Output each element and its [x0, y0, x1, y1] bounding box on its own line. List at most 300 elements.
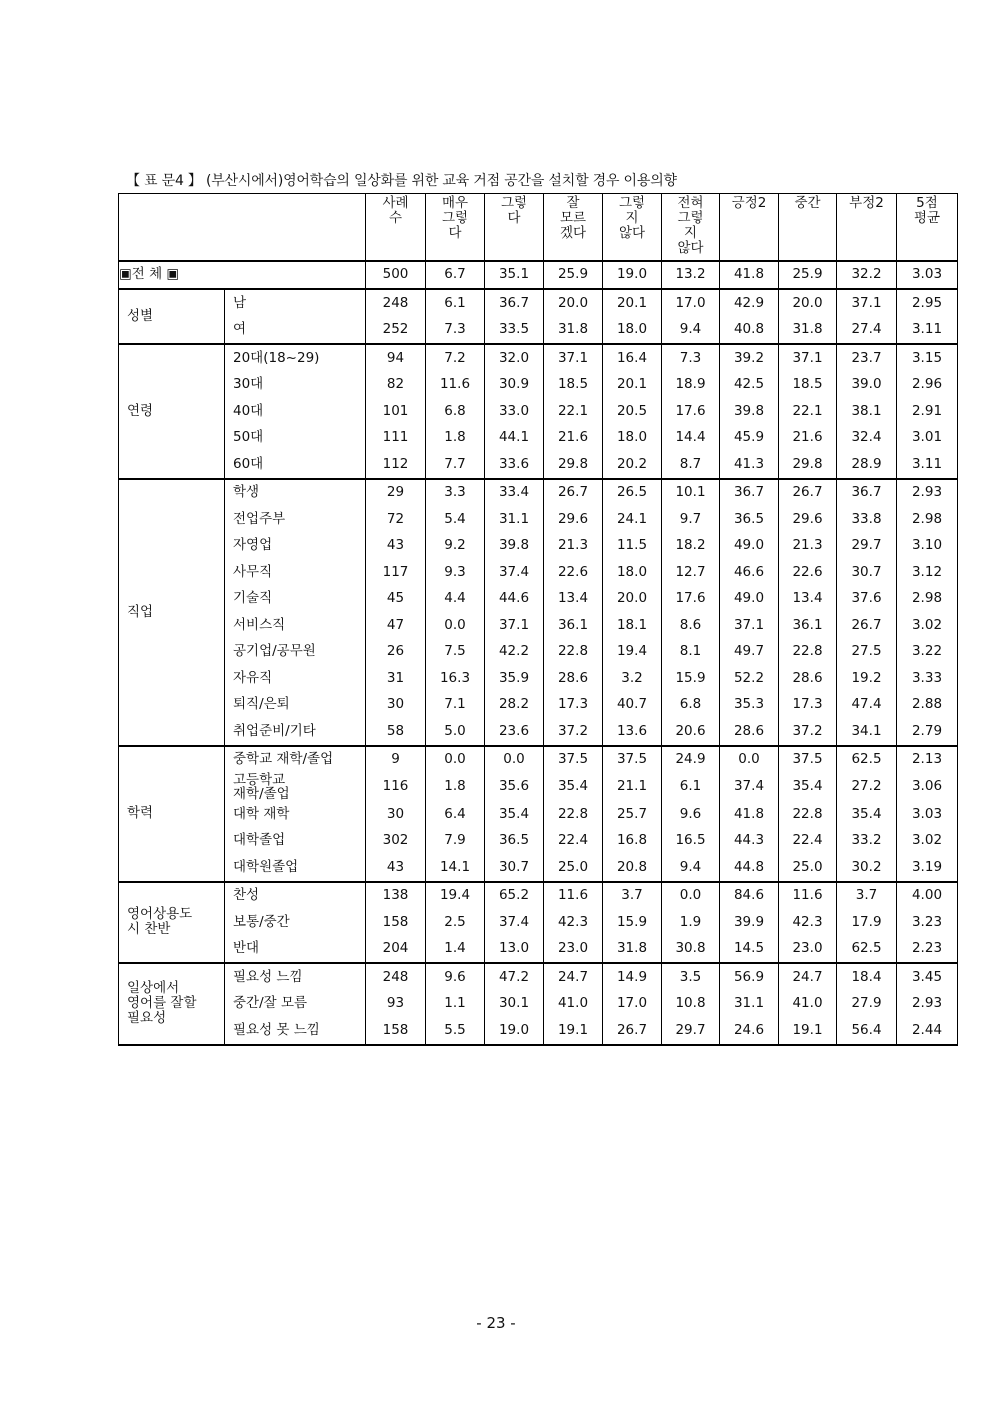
column-header: [485, 194, 544, 262]
value-cell: 43: [366, 854, 426, 882]
value-cell: 18.0: [603, 425, 662, 452]
table-row: [119, 854, 958, 882]
value-cell: 47: [366, 612, 426, 639]
value-cell: 302: [366, 828, 426, 855]
value-cell: 6.7: [426, 261, 485, 289]
value-cell: 29.7: [837, 533, 897, 560]
value-cell: 116: [366, 773, 426, 801]
value-cell: 45.9: [720, 425, 779, 452]
table-row: [119, 289, 958, 317]
value-cell: 3.22: [897, 639, 958, 666]
column-header: [837, 194, 897, 262]
value-cell: 7.5: [426, 639, 485, 666]
value-cell: 18.1: [603, 612, 662, 639]
value-cell: 37.1: [779, 344, 837, 372]
column-header: [366, 194, 426, 262]
value-cell: 138: [366, 882, 426, 910]
value-cell: 37.4: [485, 909, 544, 936]
value-cell: 34.1: [837, 718, 897, 746]
value-cell: 2.5: [426, 909, 485, 936]
value-cell: 36.7: [720, 479, 779, 507]
row-label: 찬성: [225, 882, 366, 910]
table-row: [119, 991, 958, 1018]
value-cell: 35.4: [485, 801, 544, 828]
value-cell: 49.7: [720, 639, 779, 666]
group-label: 직업: [119, 479, 225, 746]
value-cell: 19.2: [837, 665, 897, 692]
column-header-line: 않다: [677, 240, 704, 256]
value-cell: 13.4: [544, 586, 603, 613]
value-cell: 9.2: [426, 533, 485, 560]
row-label: 보통/중간: [225, 909, 366, 936]
value-cell: 44.8: [720, 854, 779, 882]
value-cell: 44.6: [485, 586, 544, 613]
value-cell: 3.06: [897, 773, 958, 801]
value-cell: 25.9: [779, 261, 837, 289]
value-cell: 25.0: [544, 854, 603, 882]
value-cell: 30.7: [837, 559, 897, 586]
value-cell: 31.1: [720, 991, 779, 1018]
value-cell: 23.7: [837, 344, 897, 372]
value-cell: 40.7: [603, 692, 662, 719]
value-cell: 112: [366, 451, 426, 479]
group-label: 영어상용도 시 찬반: [119, 882, 225, 964]
value-cell: 44.1: [485, 425, 544, 452]
value-cell: 3.7: [837, 882, 897, 910]
value-cell: 31.8: [779, 317, 837, 345]
value-cell: 13.4: [779, 586, 837, 613]
value-cell: 5.0: [426, 718, 485, 746]
value-cell: 7.1: [426, 692, 485, 719]
value-cell: 22.6: [779, 559, 837, 586]
table-row: [119, 398, 958, 425]
value-cell: 29.6: [544, 506, 603, 533]
value-cell: 29.8: [544, 451, 603, 479]
value-cell: 248: [366, 963, 426, 991]
row-label: 40대: [225, 398, 366, 425]
value-cell: 9.6: [662, 801, 720, 828]
value-cell: 14.9: [603, 963, 662, 991]
column-header-line: 그렇: [677, 210, 704, 226]
table-row: [119, 506, 958, 533]
value-cell: 33.8: [837, 506, 897, 533]
value-cell: 31: [366, 665, 426, 692]
value-cell: 42.9: [720, 289, 779, 317]
column-header-line: 매우: [441, 195, 469, 211]
value-cell: 9.4: [662, 317, 720, 345]
value-cell: 13.6: [603, 718, 662, 746]
value-cell: 3.7: [603, 882, 662, 910]
row-label: 학생: [225, 479, 366, 507]
value-cell: 19.1: [779, 1017, 837, 1045]
value-cell: 6.8: [426, 398, 485, 425]
value-cell: 37.5: [779, 746, 837, 774]
value-cell: 25.9: [544, 261, 603, 289]
value-cell: 204: [366, 936, 426, 964]
value-cell: 1.4: [426, 936, 485, 964]
table-row: [119, 612, 958, 639]
group-label: 성별: [119, 289, 225, 344]
value-cell: 40.8: [720, 317, 779, 345]
value-cell: 18.9: [662, 372, 720, 399]
table-row: [119, 909, 958, 936]
value-cell: 30: [366, 692, 426, 719]
table-row: [119, 773, 958, 801]
value-cell: 35.3: [720, 692, 779, 719]
value-cell: 3.3: [426, 479, 485, 507]
value-cell: 24.7: [779, 963, 837, 991]
value-cell: 28.6: [720, 718, 779, 746]
value-cell: 252: [366, 317, 426, 345]
value-cell: 21.1: [603, 773, 662, 801]
table-row: [119, 746, 958, 774]
value-cell: 3.23: [897, 909, 958, 936]
column-header-line: 겠다: [559, 225, 587, 241]
value-cell: 18.4: [837, 963, 897, 991]
table-row: [119, 718, 958, 746]
table-row: [119, 665, 958, 692]
value-cell: 35.1: [485, 261, 544, 289]
row-label: 여: [225, 317, 366, 345]
value-cell: 14.1: [426, 854, 485, 882]
column-header-line: 부정2: [849, 195, 884, 211]
value-cell: 41.8: [720, 261, 779, 289]
value-cell: 14.5: [720, 936, 779, 964]
value-cell: 56.9: [720, 963, 779, 991]
value-cell: 26: [366, 639, 426, 666]
value-cell: 26.5: [603, 479, 662, 507]
value-cell: 22.1: [779, 398, 837, 425]
header-blank-cell: [119, 194, 366, 262]
column-header: [720, 194, 779, 262]
value-cell: 26.7: [603, 1017, 662, 1045]
value-cell: 35.9: [485, 665, 544, 692]
value-cell: 26.7: [779, 479, 837, 507]
value-cell: 32.2: [837, 261, 897, 289]
value-cell: 5.4: [426, 506, 485, 533]
page-number: - 23 -: [476, 1314, 516, 1332]
column-header-line: 평균: [913, 210, 941, 226]
value-cell: 37.1: [720, 612, 779, 639]
value-cell: 43: [366, 533, 426, 560]
value-cell: 3.19: [897, 854, 958, 882]
value-cell: 2.13: [897, 746, 958, 774]
column-header: [779, 194, 837, 262]
column-header-line: 않다: [618, 225, 646, 241]
value-cell: 31.8: [603, 936, 662, 964]
value-cell: 20.0: [779, 289, 837, 317]
value-cell: 33.2: [837, 828, 897, 855]
value-cell: 42.5: [720, 372, 779, 399]
group-label: 일상에서 영어를 잘할 필요성: [119, 963, 225, 1045]
value-cell: 101: [366, 398, 426, 425]
table-row: [119, 692, 958, 719]
value-cell: 117: [366, 559, 426, 586]
value-cell: 3.03: [897, 261, 958, 289]
value-cell: 52.2: [720, 665, 779, 692]
value-cell: 19.1: [544, 1017, 603, 1045]
table-row: [119, 317, 958, 345]
value-cell: 33.4: [485, 479, 544, 507]
value-cell: 248: [366, 289, 426, 317]
table-row: [119, 451, 958, 479]
column-header-line: 지: [625, 210, 639, 226]
table-row: [119, 828, 958, 855]
value-cell: 30.8: [662, 936, 720, 964]
value-cell: 2.98: [897, 586, 958, 613]
value-cell: 37.2: [544, 718, 603, 746]
value-cell: 9: [366, 746, 426, 774]
value-cell: 20.1: [603, 289, 662, 317]
row-label: 대학졸업: [225, 828, 366, 855]
value-cell: 22.8: [544, 801, 603, 828]
value-cell: 23.0: [779, 936, 837, 964]
table-row: [119, 559, 958, 586]
value-cell: 36.1: [779, 612, 837, 639]
value-cell: 0.0: [662, 882, 720, 910]
value-cell: 9.6: [426, 963, 485, 991]
value-cell: 38.1: [837, 398, 897, 425]
row-label: 필요성 못 느낌: [225, 1017, 366, 1045]
value-cell: 62.5: [837, 746, 897, 774]
value-cell: 11.6: [426, 372, 485, 399]
value-cell: 13.0: [485, 936, 544, 964]
value-cell: 27.9: [837, 991, 897, 1018]
value-cell: 22.6: [544, 559, 603, 586]
value-cell: 17.6: [662, 398, 720, 425]
value-cell: 84.6: [720, 882, 779, 910]
value-cell: 3.5: [662, 963, 720, 991]
value-cell: 39.0: [837, 372, 897, 399]
column-header: [544, 194, 603, 262]
table-row: [119, 479, 958, 507]
column-header-line: 모르: [559, 210, 587, 226]
row-label: 대학 재학: [225, 801, 366, 828]
value-cell: 1.9: [662, 909, 720, 936]
column-header-line: 사례: [382, 195, 409, 211]
value-cell: 2.93: [897, 991, 958, 1018]
value-cell: 6.1: [662, 773, 720, 801]
value-cell: 65.2: [485, 882, 544, 910]
value-cell: 24.7: [544, 963, 603, 991]
row-label: 고등학교 재학/졸업: [225, 773, 366, 801]
value-cell: 27.4: [837, 317, 897, 345]
value-cell: 49.0: [720, 533, 779, 560]
value-cell: 21.6: [544, 425, 603, 452]
value-cell: 7.7: [426, 451, 485, 479]
value-cell: 37.4: [485, 559, 544, 586]
value-cell: 16.3: [426, 665, 485, 692]
value-cell: 15.9: [662, 665, 720, 692]
value-cell: 20.0: [544, 289, 603, 317]
value-cell: 28.6: [779, 665, 837, 692]
column-header: [603, 194, 662, 262]
value-cell: 36.5: [720, 506, 779, 533]
column-header-line: 중간: [794, 195, 821, 211]
value-cell: 37.6: [837, 586, 897, 613]
value-cell: 47.2: [485, 963, 544, 991]
value-cell: 3.03: [897, 801, 958, 828]
column-header-line: 5점: [916, 195, 938, 211]
value-cell: 3.11: [897, 451, 958, 479]
value-cell: 20.0: [603, 586, 662, 613]
value-cell: 94: [366, 344, 426, 372]
value-cell: 22.8: [779, 639, 837, 666]
row-label: 남: [225, 289, 366, 317]
column-header-line: 다: [507, 210, 521, 226]
total-label: ▣전 체 ▣: [119, 261, 366, 289]
value-cell: 28.2: [485, 692, 544, 719]
value-cell: 37.1: [837, 289, 897, 317]
column-header: [426, 194, 485, 262]
table-row: [119, 372, 958, 399]
value-cell: 3.02: [897, 828, 958, 855]
value-cell: 4.4: [426, 586, 485, 613]
value-cell: 35.4: [779, 773, 837, 801]
value-cell: 39.8: [720, 398, 779, 425]
value-cell: 0.0: [426, 746, 485, 774]
value-cell: 11.5: [603, 533, 662, 560]
table-row: [119, 963, 958, 991]
value-cell: 23.0: [544, 936, 603, 964]
value-cell: 6.1: [426, 289, 485, 317]
value-cell: 6.8: [662, 692, 720, 719]
value-cell: 37.5: [603, 746, 662, 774]
value-cell: 19.0: [603, 261, 662, 289]
row-label: 사무직: [225, 559, 366, 586]
value-cell: 33.6: [485, 451, 544, 479]
value-cell: 22.8: [544, 639, 603, 666]
value-cell: 42.2: [485, 639, 544, 666]
row-label: 공기업/공무원: [225, 639, 366, 666]
value-cell: 7.2: [426, 344, 485, 372]
value-cell: 16.4: [603, 344, 662, 372]
column-header-line: 그렇: [441, 210, 469, 226]
value-cell: 3.33: [897, 665, 958, 692]
value-cell: 22.4: [779, 828, 837, 855]
value-cell: 0.0: [720, 746, 779, 774]
value-cell: 46.6: [720, 559, 779, 586]
value-cell: 28.9: [837, 451, 897, 479]
value-cell: 7.3: [426, 317, 485, 345]
value-cell: 1.8: [426, 773, 485, 801]
table-row: [119, 1017, 958, 1045]
value-cell: 42.3: [544, 909, 603, 936]
value-cell: 44.3: [720, 828, 779, 855]
column-header: [897, 194, 958, 262]
value-cell: 28.6: [544, 665, 603, 692]
value-cell: 20.1: [603, 372, 662, 399]
row-label: 필요성 느낌: [225, 963, 366, 991]
value-cell: 22.1: [544, 398, 603, 425]
value-cell: 30: [366, 801, 426, 828]
value-cell: 35.6: [485, 773, 544, 801]
value-cell: 26.7: [544, 479, 603, 507]
row-label: 서비스직: [225, 612, 366, 639]
row-label: 반대: [225, 936, 366, 964]
value-cell: 17.3: [544, 692, 603, 719]
value-cell: 3.15: [897, 344, 958, 372]
value-cell: 49.0: [720, 586, 779, 613]
value-cell: 19.4: [426, 882, 485, 910]
table-body: [119, 261, 958, 1045]
value-cell: 3.01: [897, 425, 958, 452]
value-cell: 10.8: [662, 991, 720, 1018]
value-cell: 19.0: [485, 1017, 544, 1045]
value-cell: 14.4: [662, 425, 720, 452]
value-cell: 111: [366, 425, 426, 452]
value-cell: 30.2: [837, 854, 897, 882]
value-cell: 16.5: [662, 828, 720, 855]
row-label: 50대: [225, 425, 366, 452]
value-cell: 8.6: [662, 612, 720, 639]
value-cell: 12.7: [662, 559, 720, 586]
row-label: 자유직: [225, 665, 366, 692]
value-cell: 26.7: [837, 612, 897, 639]
value-cell: 21.3: [544, 533, 603, 560]
value-cell: 29.7: [662, 1017, 720, 1045]
value-cell: 27.5: [837, 639, 897, 666]
row-label: 자영업: [225, 533, 366, 560]
row-label: 30대: [225, 372, 366, 399]
value-cell: 41.8: [720, 801, 779, 828]
value-cell: 30.1: [485, 991, 544, 1018]
value-cell: 31.1: [485, 506, 544, 533]
value-cell: 19.4: [603, 639, 662, 666]
value-cell: 6.4: [426, 801, 485, 828]
value-cell: 31.8: [544, 317, 603, 345]
value-cell: 2.98: [897, 506, 958, 533]
row-label: 중간/잘 모름: [225, 991, 366, 1018]
value-cell: 17.0: [603, 991, 662, 1018]
value-cell: 29.8: [779, 451, 837, 479]
value-cell: 2.88: [897, 692, 958, 719]
value-cell: 93: [366, 991, 426, 1018]
value-cell: 2.91: [897, 398, 958, 425]
value-cell: 36.7: [837, 479, 897, 507]
survey-table: [118, 193, 958, 1046]
value-cell: 25.0: [779, 854, 837, 882]
column-header-line: 긍정2: [731, 195, 767, 211]
value-cell: 17.6: [662, 586, 720, 613]
value-cell: 9.3: [426, 559, 485, 586]
value-cell: 30.7: [485, 854, 544, 882]
value-cell: 36.5: [485, 828, 544, 855]
value-cell: 20.8: [603, 854, 662, 882]
value-cell: 3.2: [603, 665, 662, 692]
row-label: 60대: [225, 451, 366, 479]
value-cell: 39.9: [720, 909, 779, 936]
value-cell: 7.3: [662, 344, 720, 372]
table-row: [119, 533, 958, 560]
value-cell: 3.02: [897, 612, 958, 639]
value-cell: 41.0: [779, 991, 837, 1018]
value-cell: 45: [366, 586, 426, 613]
row-label: 20대(18~29): [225, 344, 366, 372]
value-cell: 22.8: [779, 801, 837, 828]
value-cell: 3.10: [897, 533, 958, 560]
value-cell: 72: [366, 506, 426, 533]
value-cell: 42.3: [779, 909, 837, 936]
value-cell: 20.6: [662, 718, 720, 746]
value-cell: 22.4: [544, 828, 603, 855]
value-cell: 8.1: [662, 639, 720, 666]
value-cell: 37.1: [544, 344, 603, 372]
value-cell: 7.9: [426, 828, 485, 855]
value-cell: 17.3: [779, 692, 837, 719]
value-cell: 500: [366, 261, 426, 289]
row-label: 전업주부: [225, 506, 366, 533]
